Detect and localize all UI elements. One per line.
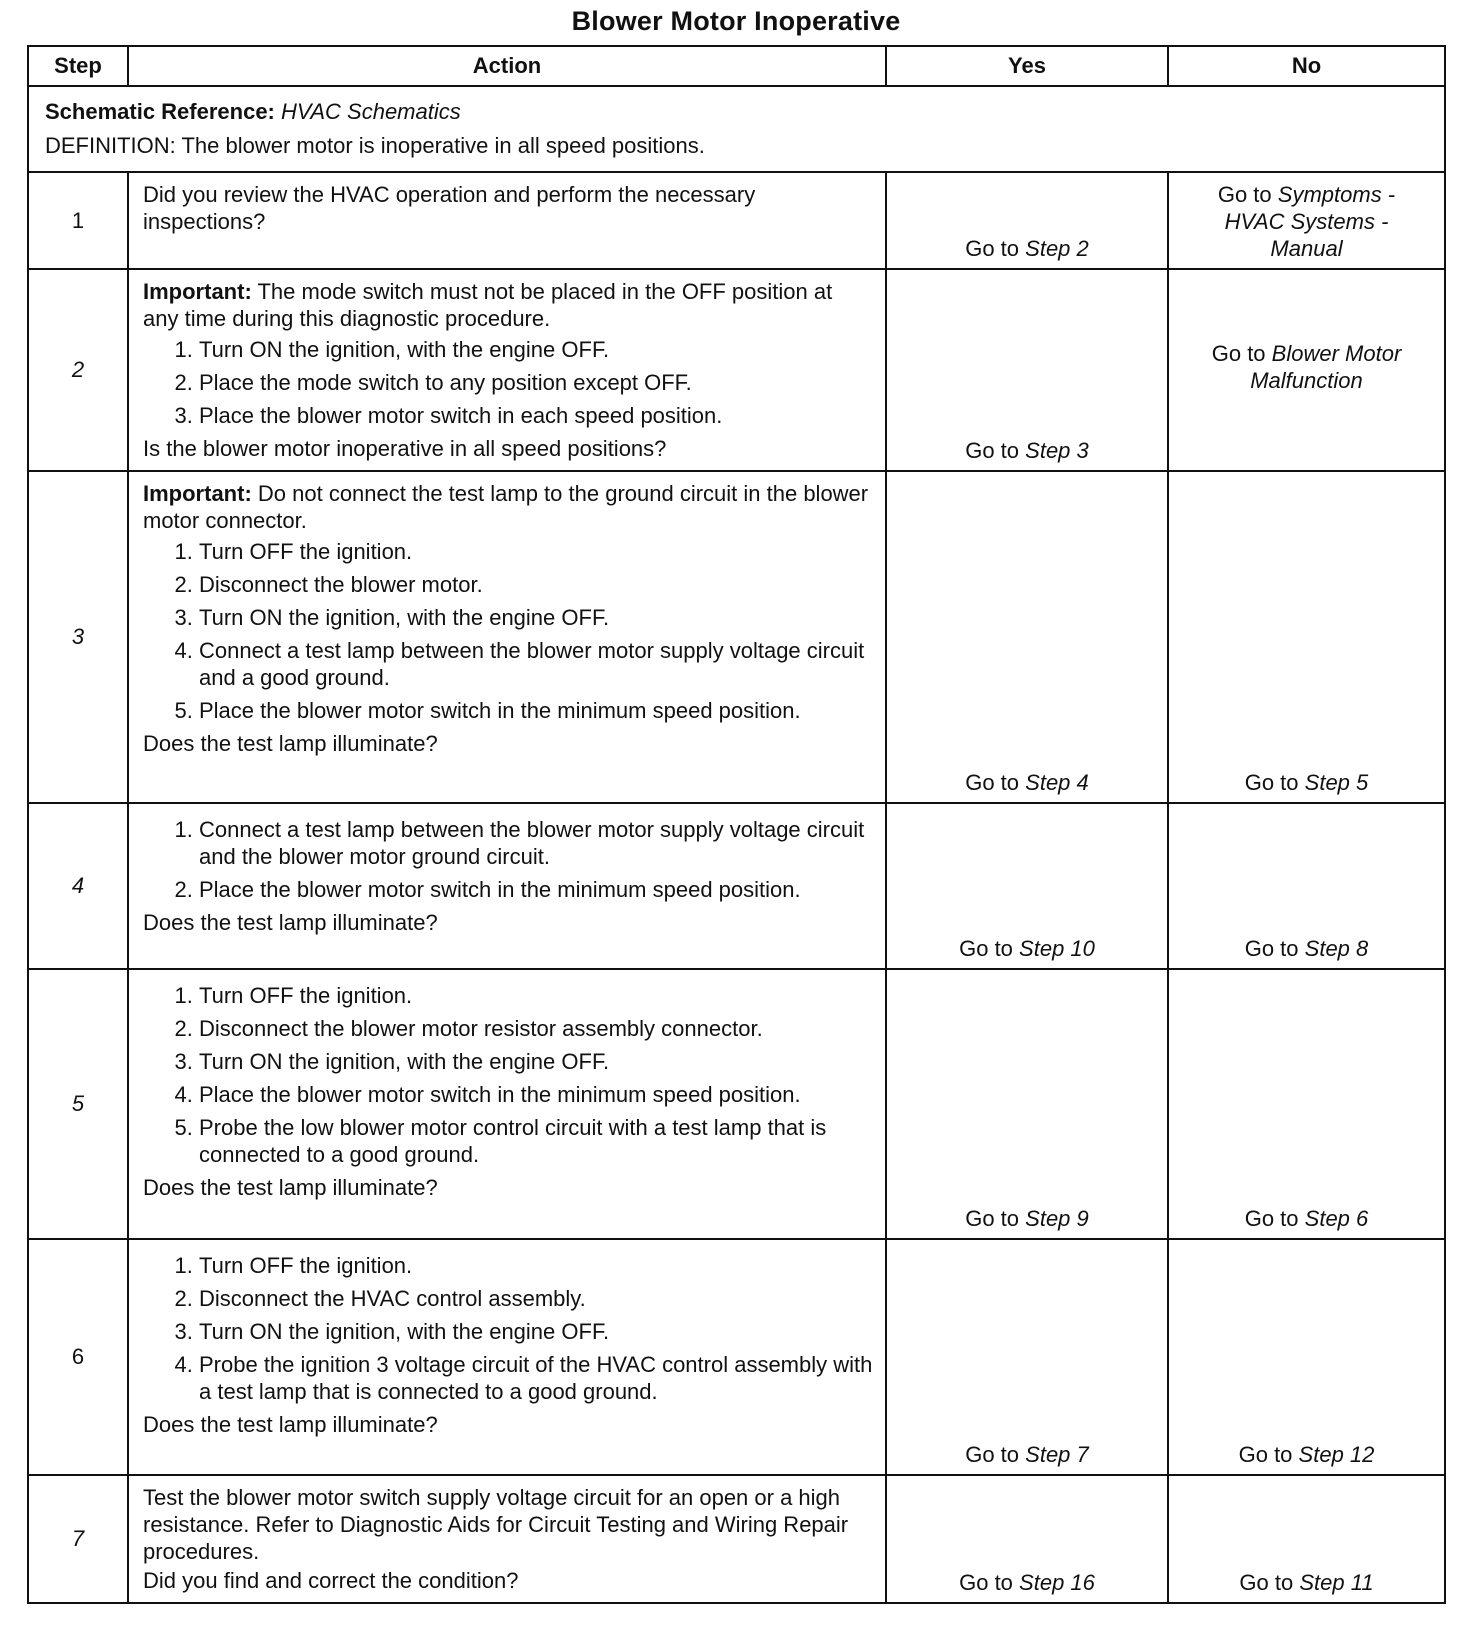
no-link[interactable]: Blower Motor: [1271, 341, 1402, 366]
question-text: Does the test lamp illuminate?: [143, 1175, 438, 1200]
no-link[interactable]: Manual: [1270, 236, 1343, 261]
no-link[interactable]: Step 11: [1299, 1570, 1374, 1595]
yes-link[interactable]: Step 16: [1019, 1570, 1095, 1595]
procedure-item: 3. Turn ON the ignition, with the engine OFF.: [199, 604, 873, 631]
no-link[interactable]: Step 8: [1304, 936, 1369, 961]
no-link[interactable]: Malfunction: [1250, 368, 1363, 393]
goto-label: Go to: [965, 236, 1020, 261]
action-cell: [128, 969, 886, 1239]
yes-link[interactable]: Step 2: [1025, 236, 1089, 261]
step-number: 3: [28, 471, 128, 803]
question-text: Does the test lamp illuminate?: [143, 1412, 438, 1437]
no-cell: [1168, 269, 1445, 471]
no-link[interactable]: Step 6: [1304, 1206, 1369, 1231]
header-action: Action: [128, 46, 886, 86]
procedure-item: 3. Place the blower motor switch in each speed position.: [199, 402, 873, 429]
no-link[interactable]: HVAC Systems -: [1224, 209, 1389, 234]
action-cell: [128, 803, 886, 969]
procedure-list: [143, 816, 873, 903]
no-cell: [1168, 1239, 1445, 1475]
no-cell: [1168, 969, 1445, 1239]
step-number: 5: [28, 969, 128, 1239]
header-yes: Yes: [886, 46, 1168, 86]
procedure-item: 3. Turn ON the ignition, with the engine OFF.: [199, 1318, 873, 1345]
procedure-list: [143, 982, 873, 1168]
schematic-reference-value: HVAC Schematics: [281, 99, 461, 124]
action-cell: [128, 1239, 886, 1475]
procedure-item: 4. Probe the ignition 3 voltage circuit of the HVAC control assembly with a test lamp that is connected to a good ground.: [199, 1351, 873, 1405]
goto-label: Go to: [959, 1570, 1013, 1595]
no-cell: [1168, 471, 1445, 803]
procedure-item: 2. Disconnect the blower motor resistor assembly connector.: [199, 1015, 873, 1042]
question-text: Does the test lamp illuminate?: [143, 731, 438, 756]
yes-cell: [886, 969, 1168, 1239]
procedure-item: 1. Turn OFF the ignition.: [199, 1252, 873, 1279]
goto-label: Go to: [1238, 1442, 1293, 1467]
page-title: Blower Motor Inoperative: [571, 6, 901, 36]
procedure-item: 4. Place the blower motor switch in the minimum speed position.: [199, 1081, 873, 1108]
table-row: [28, 969, 1445, 1239]
procedure-item: 2. Disconnect the HVAC control assembly.: [199, 1285, 873, 1312]
yes-cell: [886, 803, 1168, 969]
question-text: Does the test lamp illuminate?: [143, 910, 438, 935]
procedure-item: 2. Disconnect the blower motor.: [199, 571, 873, 598]
important-label: Important:: [143, 481, 252, 506]
important-text: The mode switch must not be placed in the OFF position at any time during this diagnostic procedure.: [143, 279, 833, 331]
procedure-item: 5. Probe the low blower motor control circuit with a test lamp that is connected to a good ground.: [199, 1114, 873, 1168]
action-cell: [128, 471, 886, 803]
yes-cell: [886, 1475, 1168, 1603]
yes-cell: [886, 471, 1168, 803]
no-cell: [1168, 803, 1445, 969]
table-row: [28, 471, 1445, 803]
action-cell: [128, 1475, 886, 1603]
step-number: 2: [28, 269, 128, 471]
yes-link[interactable]: Step 4: [1025, 770, 1089, 795]
goto-label: Go to: [965, 1442, 1020, 1467]
step-number: 7: [28, 1475, 128, 1603]
procedure-list: [143, 1252, 873, 1405]
important-text: Do not connect the test lamp to the ground circuit in the blower motor connector.: [143, 481, 869, 533]
goto-label: Go to: [965, 1206, 1020, 1231]
goto-label: Go to: [959, 936, 1013, 961]
procedure-item: 1. Turn OFF the ignition.: [199, 982, 873, 1009]
table-row: [28, 172, 1445, 269]
important-note: [143, 480, 873, 534]
procedure-item: 1. Connect a test lamp between the blower motor supply voltage circuit and the blower motor ground circuit.: [199, 816, 873, 870]
important-label: Important:: [143, 279, 252, 304]
no-cell: [1168, 172, 1445, 269]
schematic-reference-label: Schematic Reference:: [45, 99, 275, 124]
reference-row: [28, 86, 1445, 172]
no-link[interactable]: Symptoms -: [1277, 182, 1396, 207]
definition: DEFINITION: The blower motor is inoperative in all speed positions.: [45, 133, 705, 158]
reference-cell: [28, 86, 1445, 172]
table-row: [28, 803, 1445, 969]
goto-label: Go to: [965, 770, 1020, 795]
procedure-item: 2. Place the blower motor switch in the minimum speed position.: [199, 876, 873, 903]
action-text: Test the blower motor switch supply voltage circuit for an open or a high resistance. Refer to Diagnostic Aids for Circuit Testing and Wiring Repair procedures.: [143, 1485, 849, 1564]
no-link[interactable]: Step 12: [1298, 1442, 1375, 1467]
goto-label: Go to: [1244, 770, 1299, 795]
procedure-item: 1. Turn OFF the ignition.: [199, 538, 873, 565]
important-note: [143, 278, 873, 332]
goto-label: Go to: [1244, 936, 1299, 961]
header-no: No: [1168, 46, 1445, 86]
goto-label: Go to: [1211, 341, 1266, 366]
goto-label: Go to: [1239, 1570, 1294, 1595]
diagnostic-table: [27, 45, 1446, 1604]
yes-link[interactable]: Step 3: [1025, 438, 1089, 463]
header-row: [28, 46, 1445, 86]
step-number: 4: [28, 803, 128, 969]
no-cell: [1168, 1475, 1445, 1603]
table-row: [28, 1475, 1445, 1603]
procedure-item: 3. Turn ON the ignition, with the engine OFF.: [199, 1048, 873, 1075]
yes-link[interactable]: Step 10: [1019, 936, 1095, 961]
action-text: Did you review the HVAC operation and perform the necessary inspections?: [143, 182, 756, 234]
goto-label: Go to: [1217, 182, 1272, 207]
header-step: Step: [28, 46, 128, 86]
schematic-reference: [45, 95, 1428, 129]
yes-link[interactable]: Step 9: [1025, 1206, 1089, 1231]
yes-cell: [886, 269, 1168, 471]
question-text: Is the blower motor inoperative in all speed positions?: [143, 436, 667, 461]
procedure-list: [143, 538, 873, 724]
procedure-list: [143, 336, 873, 429]
procedure-item: 2. Place the mode switch to any position except OFF.: [199, 369, 873, 396]
procedure-item: 1. Turn ON the ignition, with the engine OFF.: [199, 336, 873, 363]
step-number: 6: [28, 1239, 128, 1475]
yes-link[interactable]: Step 7: [1025, 1442, 1089, 1467]
step-number: 1: [28, 172, 128, 269]
procedure-item: 4. Connect a test lamp between the blower motor supply voltage circuit and a good ground.: [199, 637, 873, 691]
table-row: [28, 1239, 1445, 1475]
question-text: Did you find and correct the condition?: [143, 1568, 519, 1593]
goto-label: Go to: [1244, 1206, 1299, 1231]
yes-cell: [886, 1239, 1168, 1475]
yes-cell: [886, 172, 1168, 269]
goto-label: Go to: [965, 438, 1020, 463]
action-cell: [128, 172, 886, 269]
procedure-item: 5. Place the blower motor switch in the minimum speed position.: [199, 697, 873, 724]
action-cell: [128, 269, 886, 471]
no-link[interactable]: Step 5: [1304, 770, 1369, 795]
table-row: [28, 269, 1445, 471]
